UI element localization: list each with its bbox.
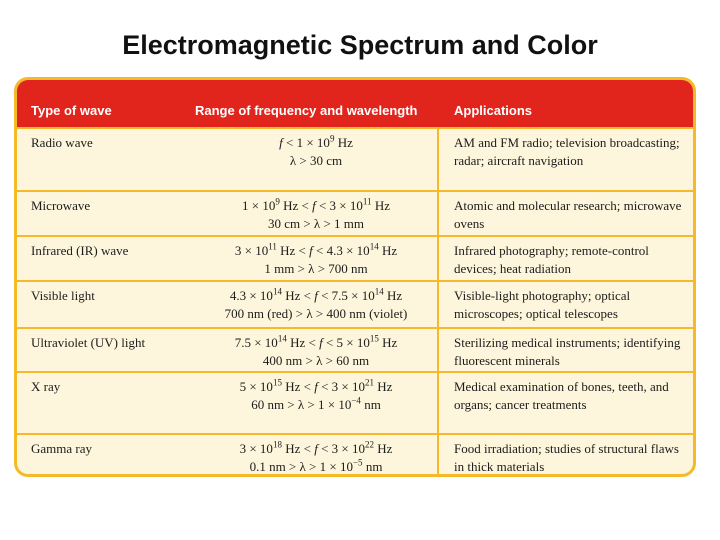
range-line: 700 nm (red) > λ > 400 nm (violet) [224, 306, 408, 321]
wave-type: X ray [31, 379, 61, 394]
table-row [17, 190, 693, 237]
header-range: Range of frequency and wavelength [195, 103, 418, 118]
range-line: $7.5 \times 10^{14}$ $Hz < f < 5 \times 10^{15}$ Hz [234, 333, 398, 350]
range-line: 30 cm > λ > 1 mm [267, 216, 365, 231]
table-header [17, 80, 693, 128]
header-applications: Applications [454, 103, 533, 118]
header-type: Type of wave [31, 103, 112, 118]
applications: Atomic and molecular research; microwave ovens [454, 198, 682, 231]
wave-type: Ultraviolet (UV) light [31, 335, 146, 350]
spectrum-table [14, 77, 696, 477]
range-line: $5 \times 10^{15}$ $Hz < f < 3 \times 10^{21}$ Hz [239, 377, 393, 394]
range-line: 1 mm > λ > 700 nm [264, 261, 368, 276]
wave-type: Microwave [31, 198, 91, 213]
table-row [17, 127, 693, 192]
table-row [17, 371, 693, 435]
range-line: 60 nm > $\lambda > 1 \times 10^{-4}$ nm [251, 395, 381, 412]
applications: Infrared photography; remote-control devices; heat radiation [454, 243, 649, 276]
applications: AM and FM radio; television broadcasting; radar; aircraft navigation [454, 135, 680, 168]
frequency-wavelength-range [195, 334, 437, 370]
applications: Food irradiation; studies of structural flaws in thick materials [454, 441, 679, 474]
range-line: $1 \times 10^9$ $Hz < f < 3 \times 10^{11}$ Hz [242, 196, 390, 213]
frequency-wavelength-range [195, 197, 437, 233]
range-line: λ > 30 cm [289, 153, 343, 168]
page-title: Electromagnetic Spectrum and Color [122, 30, 598, 60]
frequency-wavelength-range [195, 134, 437, 170]
wave-type: Gamma ray [31, 441, 93, 456]
frequency-wavelength-range [195, 378, 437, 414]
applications: Sterilizing medical instruments; identifying fluorescent minerals [454, 335, 681, 368]
range-line: $3 \times 10^{18}$ $Hz < f < 3 \times 10^{22}$ Hz [239, 439, 393, 456]
frequency-wavelength-range [195, 242, 437, 278]
range-line: $f < 1 \times 10^9$ Hz [279, 133, 353, 150]
table-row [17, 327, 693, 373]
applications: Medical examination of bones, teeth, and organs; cancer treatments [454, 379, 669, 412]
table-row [17, 280, 693, 329]
wave-type: Infrared (IR) wave [31, 243, 129, 258]
frequency-wavelength-range [195, 287, 437, 323]
table-row [17, 235, 693, 282]
range-line: 400 nm > λ > 60 nm [262, 353, 370, 368]
table-row [17, 433, 693, 477]
wave-type: Visible light [31, 288, 95, 303]
range-line: 0.1 nm > $\lambda > 1 \times 10^{-5}$ nm [249, 457, 383, 474]
frequency-wavelength-range [195, 440, 437, 476]
wave-type: Radio wave [31, 135, 93, 150]
range-line: $3 \times 10^{11}$ $Hz < f < 4.3 \times 10^{14}$ Hz [234, 241, 398, 258]
applications: Visible-light photography; optical microscopes; optical telescopes [454, 288, 631, 321]
range-line: $4.3 \times 10^{14}$ $Hz < f < 7.5 \times 10^{14}$ Hz [229, 286, 403, 303]
